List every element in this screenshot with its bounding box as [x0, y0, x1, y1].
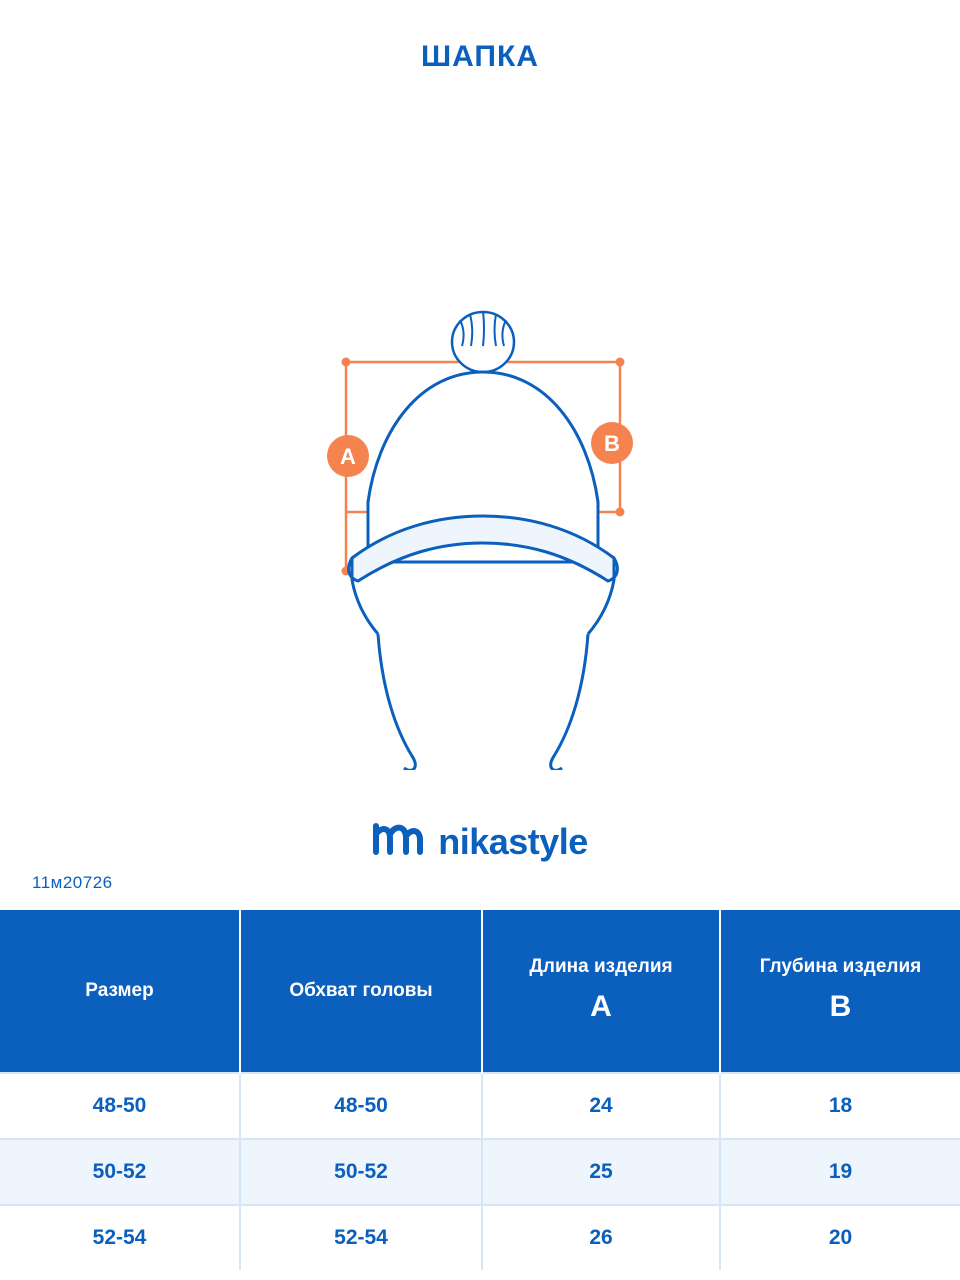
- page-title: ШАПКА: [421, 40, 539, 73]
- svg-text:B: B: [604, 431, 620, 456]
- table-row: [0, 1139, 960, 1205]
- header-label: Обхват головы: [289, 980, 433, 1002]
- measure-badge-a: [327, 435, 369, 477]
- table-header-cell: [720, 910, 960, 1073]
- table-cell: 50-52: [0, 1139, 240, 1205]
- guide-point: [342, 358, 351, 367]
- header-letter: A: [590, 990, 612, 1024]
- hat-diagram: [0, 290, 960, 770]
- header-label: Размер: [85, 980, 154, 1002]
- article-number: 11м20726: [32, 873, 113, 892]
- nikastyle-logo-icon: [372, 820, 426, 863]
- table-cell: 48-50: [240, 1073, 482, 1139]
- table-row: [0, 1205, 960, 1270]
- table-header-cell: [240, 910, 482, 1073]
- brand-block: [0, 820, 960, 863]
- pompom-icon: [452, 311, 514, 372]
- guide-point: [616, 358, 625, 367]
- header-label: Глубина изделия: [759, 956, 922, 978]
- table-cell: 24: [482, 1073, 720, 1139]
- table-header-cell: [482, 910, 720, 1073]
- table-row: [0, 1073, 960, 1139]
- table-header-row: [0, 910, 960, 1073]
- svg-text:A: A: [340, 444, 356, 469]
- brand-name: nikastyle: [438, 820, 588, 862]
- left-tie: [378, 634, 415, 770]
- right-tie: [551, 634, 588, 770]
- table-cell: 52-54: [240, 1205, 482, 1270]
- table-cell: 52-54: [0, 1205, 240, 1270]
- table-cell: 20: [720, 1205, 960, 1270]
- header-label: Длина изделия: [529, 956, 673, 978]
- table-cell: 25: [482, 1139, 720, 1205]
- size-table: [0, 910, 960, 1270]
- table-cell: 50-52: [240, 1139, 482, 1205]
- measure-badge-b: [591, 422, 633, 464]
- table-cell: 18: [720, 1073, 960, 1139]
- table-cell: 26: [482, 1205, 720, 1270]
- table-cell: 19: [720, 1139, 960, 1205]
- table-header-cell: [0, 910, 240, 1073]
- guide-point: [616, 508, 625, 517]
- table-cell: 48-50: [0, 1073, 240, 1139]
- header-letter: B: [829, 990, 852, 1024]
